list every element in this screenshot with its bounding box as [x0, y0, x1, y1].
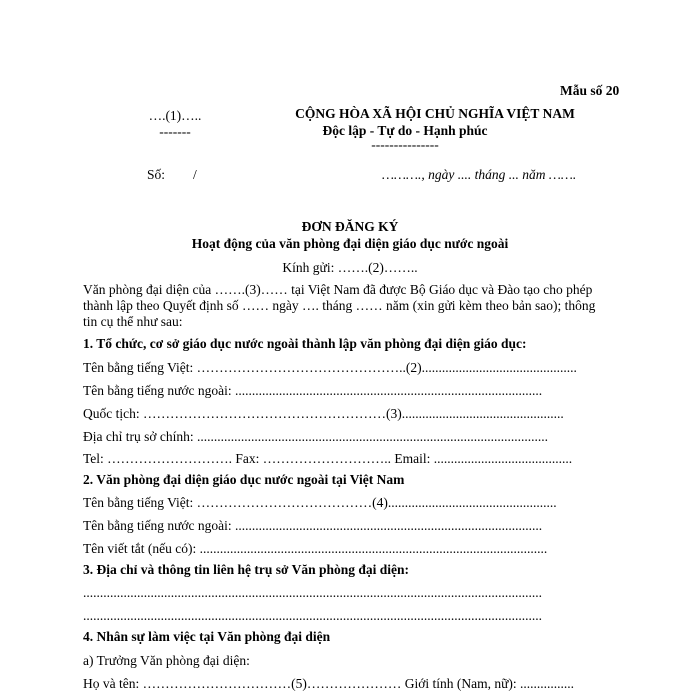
form-number: Mẫu số 20: [560, 83, 620, 98]
country-name: CỘNG HÒA XÃ HỘI CHỦ NGHĨA VIỆT NAM: [295, 106, 575, 121]
section-4a-label: a) Trưởng Văn phòng đại diện:: [83, 653, 250, 668]
head-name-field: Họ và tên: ……………………………(5)………………… Giới tính (Nam, nữ): ................: [83, 676, 575, 691]
motto-rule: ---------------: [371, 137, 439, 152]
intro-line: Văn phòng đại diện của …….(3)…… tại Việt Nam đã được Bộ Giáo dục và Đào tạo cho phép: [83, 282, 593, 297]
head-office-address-field: Địa chỉ trụ sở chính: ........................................................................................................: [83, 429, 548, 444]
intro-line: tin cụ thể như sau:: [83, 314, 183, 329]
date-line: ………., ngày .... tháng ... năm …….: [382, 167, 577, 182]
vietnamese-name-field: Tên bằng tiếng Việt: ………………………………………..(2)..............................................: [83, 360, 577, 375]
address-line: ........................................................................................................................................: [83, 608, 542, 623]
nationality-field: Quốc tịch: ………………………………………………(3)................................................: [83, 406, 564, 421]
addressee: Kính gửi: …….(2)……..: [282, 260, 418, 275]
foreign-name-field: Tên bằng tiếng nước ngoài: ...........................................................................................: [83, 383, 543, 398]
address-line: ........................................................................................................................................: [83, 585, 542, 600]
number-slash: /: [193, 167, 197, 182]
intro-line: thành lập theo Quyết định số …… ngày …. tháng …… năm (xin gửi kèm theo bản sao); thông: [83, 298, 596, 313]
document-subtitle: Hoạt động của văn phòng đại diện giáo dục nước ngoài: [191, 236, 509, 251]
office-vietnamese-name-field: Tên bằng tiếng Việt: …………………………………(4)..................................................: [83, 495, 557, 510]
number-label: Số:: [147, 167, 166, 182]
abbreviation-field: Tên viết tắt (nếu có): .......................................................................................................: [83, 541, 548, 556]
issuer-placeholder: ….(1)…..: [148, 108, 202, 123]
issuer-rule: -------: [159, 124, 191, 139]
office-foreign-name-field: Tên bằng tiếng nước ngoài: ...........................................................................................: [83, 518, 543, 533]
section-3-heading: 3. Địa chỉ và thông tin liên hệ trụ sở Văn phòng đại diện:: [83, 562, 410, 577]
section-4-heading: 4. Nhân sự làm việc tại Văn phòng đại diện: [83, 629, 331, 644]
contact-field: Tel: ………………………. Fax: ……………………….. Email: .........................................: [83, 451, 573, 466]
document-title: ĐƠN ĐĂNG KÝ: [301, 219, 399, 234]
national-motto: Độc lập - Tự do - Hạnh phúc: [322, 123, 488, 138]
section-2-heading: 2. Văn phòng đại diện giáo dục nước ngoài tại Việt Nam: [83, 472, 405, 487]
section-1-heading: 1. Tổ chức, cơ sở giáo dục nước ngoài thành lập văn phòng đại diện giáo dục:: [83, 336, 527, 351]
